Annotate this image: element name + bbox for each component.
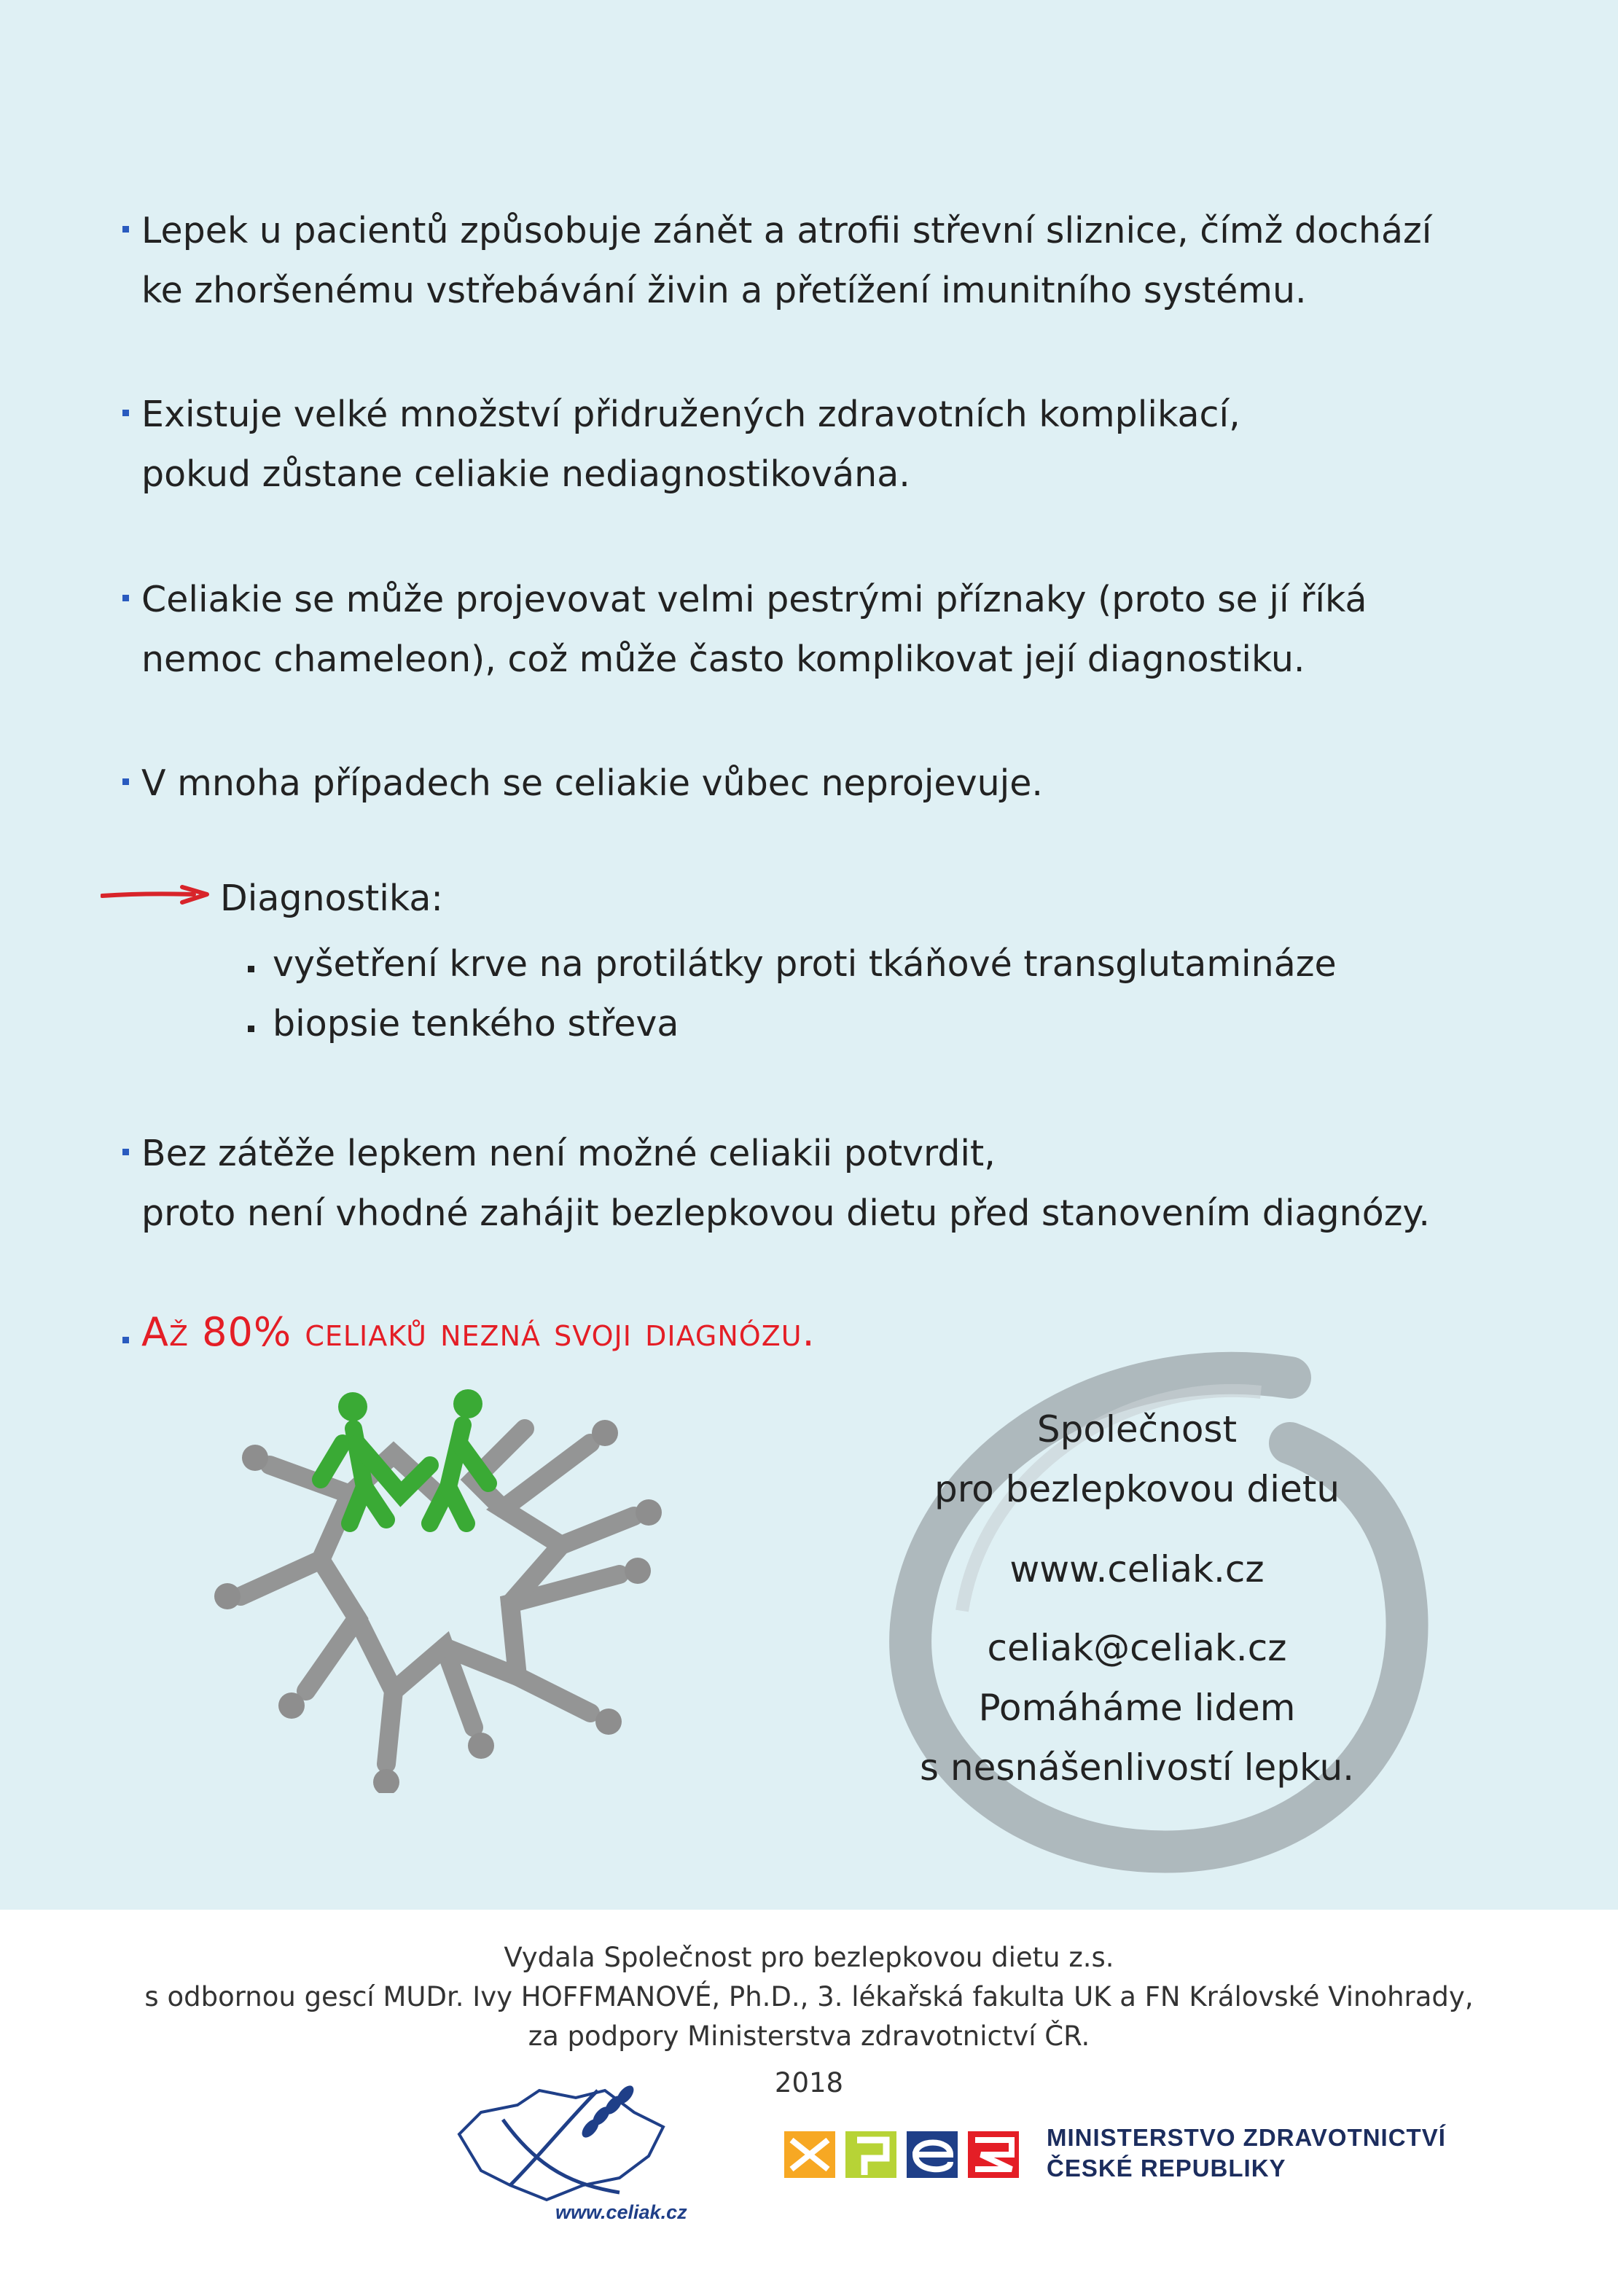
bullet-marker bbox=[122, 595, 129, 601]
motto-line2: s nesnášenlivostí lepku. bbox=[919, 1746, 1355, 1789]
logo-url: www.celiak.cz bbox=[555, 2201, 687, 2223]
bullet-marker bbox=[122, 410, 129, 416]
bullet-line: pokud zůstane celiakie nediagnostikována. bbox=[141, 453, 910, 495]
bullet-marker bbox=[122, 778, 129, 785]
highlight-statement: Až 80% celiaků nezná svoji diagnózu. bbox=[141, 1309, 816, 1355]
bullet-line: Existuje velké množství přidružených zdravotních komplikací, bbox=[141, 394, 1240, 435]
bullet-line: ke zhoršenému vstřebávání živin a přetížení imunitního systému. bbox=[141, 270, 1307, 311]
arrow-icon bbox=[101, 884, 210, 906]
czech-map-logo bbox=[452, 2076, 671, 2207]
bullet-line: V mnoha případech se celiakie vůbec neprojevuje. bbox=[141, 762, 1043, 804]
footer-publisher: Vydala Společnost pro bezlepkovou dietu z.s. bbox=[504, 1942, 1114, 1973]
diagnostics-item: vyšetření krve na protilátky proti tkáňové transglutamináze bbox=[273, 943, 1337, 985]
ministry-name bbox=[1047, 2123, 1446, 2184]
bullet-line: proto není vhodné zahájit bezlepkovou dietu před stanovením diagnózy. bbox=[141, 1192, 1430, 1234]
bullet-marker bbox=[248, 966, 254, 972]
footer-year: 2018 bbox=[774, 2067, 844, 2098]
ministry-line1: MINISTERSTVO ZDRAVOTNICTVÍ bbox=[1047, 2124, 1446, 2151]
people-circle-logo bbox=[211, 1385, 663, 1793]
email-link[interactable]: celiak@celiak.cz bbox=[987, 1627, 1287, 1669]
motto-line1: Pomáháme lidem bbox=[978, 1687, 1296, 1729]
bullet-marker bbox=[122, 226, 129, 233]
bullet-line: Celiakie se může projevovat velmi pestrými příznaky (proto se jí říká bbox=[141, 579, 1367, 620]
diagnostics-heading: Diagnostika: bbox=[220, 878, 443, 919]
bullet-line: nemoc chameleon), což může často komplikovat její diagnostiku. bbox=[141, 639, 1305, 680]
bullet-line: Bez zátěže lepkem není možné celiakii potvrdit, bbox=[141, 1133, 996, 1174]
ministry-logo bbox=[784, 2125, 1025, 2184]
footer-support: za podpory Ministerstva zdravotnictví ČR. bbox=[528, 2020, 1090, 2052]
bullet-line: Lepek u pacientů způsobuje zánět a atrofii střevní sliznice, čímž dochází bbox=[141, 210, 1432, 251]
org-name-line2: pro bezlepkovou dietu bbox=[934, 1468, 1340, 1510]
bullet-marker bbox=[248, 1026, 254, 1032]
footer-expert: s odbornou gescí MUDr. Ivy HOFFMANOVÉ, Ph.D., 3. lékařská fakulta UK a FN Královské Vinohrady, bbox=[144, 1981, 1474, 2012]
bullet-marker bbox=[122, 1337, 129, 1343]
website-link[interactable]: www.celiak.cz bbox=[1009, 1548, 1265, 1590]
org-name-line1: Společnost bbox=[1036, 1408, 1238, 1450]
diagnostics-item: biopsie tenkého střeva bbox=[273, 1003, 679, 1044]
bullet-marker bbox=[122, 1149, 129, 1155]
ministry-line2: ČESKÉ REPUBLIKY bbox=[1047, 2155, 1286, 2182]
